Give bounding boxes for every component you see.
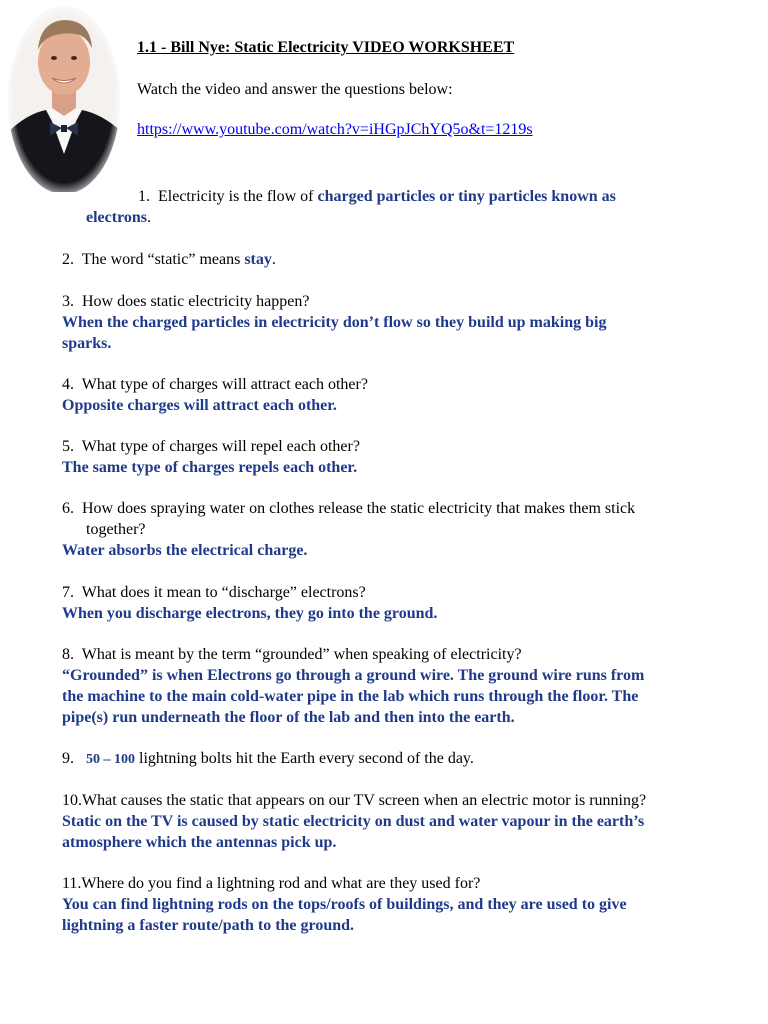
answer-text: charged particles or tiny particles known as xyxy=(317,188,616,205)
answer-line-2: lightning a faster route/path to the ground. xyxy=(62,917,355,934)
question-text: The word “static” means xyxy=(81,251,241,268)
question-number: 1. xyxy=(138,188,150,205)
question-5 xyxy=(62,436,732,478)
answer-line-1: “Grounded” is when Electrons go through a ground wire. The ground wire runs from xyxy=(62,667,645,684)
answer-text: The same type of charges repels each other. xyxy=(62,459,358,476)
question-text: Electricity is the flow of xyxy=(158,188,314,205)
answer-text: Opposite charges will attract each other. xyxy=(62,397,337,414)
instructions-text: Watch the video and answer the questions below: xyxy=(137,81,453,98)
question-text: How does static electricity happen? xyxy=(82,293,310,310)
answer-line-1: Static on the TV is caused by static electricity on dust and water vapour in the earth’s xyxy=(62,813,645,830)
worksheet-header xyxy=(137,38,737,140)
question-4 xyxy=(62,374,732,416)
answer-text-continued: sparks. xyxy=(62,335,112,352)
question-text: What type of charges will repel each other? xyxy=(81,438,360,455)
question-number: 10. xyxy=(62,792,82,809)
bill-nye-photo xyxy=(6,4,122,192)
question-text: lightning bolts hit the Earth every second of the day. xyxy=(139,750,474,767)
question-3 xyxy=(62,291,732,354)
question-10 xyxy=(62,790,742,853)
answer-text: When the charged particles in electricity don’t flow so they build up making big xyxy=(62,314,607,331)
question-number: 4. xyxy=(62,376,74,393)
question-number: 3. xyxy=(62,293,74,310)
question-number: 5. xyxy=(62,438,74,455)
question-7 xyxy=(62,582,732,624)
question-number: 6. xyxy=(62,500,74,517)
answer-text-continued: electrons xyxy=(86,209,148,226)
question-text: What type of charges will attract each other? xyxy=(81,376,368,393)
answer-line-1: You can find lightning rods on the tops/roofs of buildings, and they are used to give xyxy=(62,896,627,913)
question-number: 2. xyxy=(62,251,74,268)
question-text: Where do you find a lightning rod and what are they used for? xyxy=(81,875,481,892)
answer-line-2: atmosphere which the antennas pick up. xyxy=(62,834,337,851)
question-text: What causes the static that appears on our TV screen when an electric motor is running? xyxy=(82,792,647,809)
answer-line-2: the machine to the main cold-water pipe in the lab which runs through the floor. The xyxy=(62,688,639,705)
question-11 xyxy=(62,873,742,936)
question-number: 8. xyxy=(62,646,74,663)
question-text-continued: together? xyxy=(86,521,146,538)
question-number: 7. xyxy=(62,584,74,601)
question-6 xyxy=(62,498,732,561)
question-number: 11. xyxy=(62,875,82,892)
question-text: How does spraying water on clothes release the static electricity that makes them stick xyxy=(82,500,636,517)
video-link[interactable]: https://www.youtube.com/watch?v=iHGpJChYQ5o&t=1219s xyxy=(137,121,533,138)
question-text: What does it mean to “discharge” electrons? xyxy=(81,584,366,601)
question-1 xyxy=(86,186,726,228)
question-number: 9. xyxy=(62,750,74,767)
question-8 xyxy=(62,644,732,728)
period: . xyxy=(147,209,152,226)
answer-line-3: pipe(s) run underneath the floor of the lab and then into the earth. xyxy=(62,709,515,726)
question-2 xyxy=(62,249,722,270)
answer-text: When you discharge electrons, they go into the ground. xyxy=(62,605,438,622)
question-9 xyxy=(62,748,732,770)
question-text: What is meant by the term “grounded” when speaking of electricity? xyxy=(81,646,522,663)
portrait-photo xyxy=(6,4,122,192)
answer-text: Water absorbs the electrical charge. xyxy=(62,542,308,559)
answer-text: 50 – 100 xyxy=(86,752,135,767)
answer-text: stay xyxy=(244,251,272,268)
period: . xyxy=(271,251,276,268)
worksheet-title: 1.1 - Bill Nye: Static Electricity VIDEO WORKSHEET xyxy=(137,39,515,56)
